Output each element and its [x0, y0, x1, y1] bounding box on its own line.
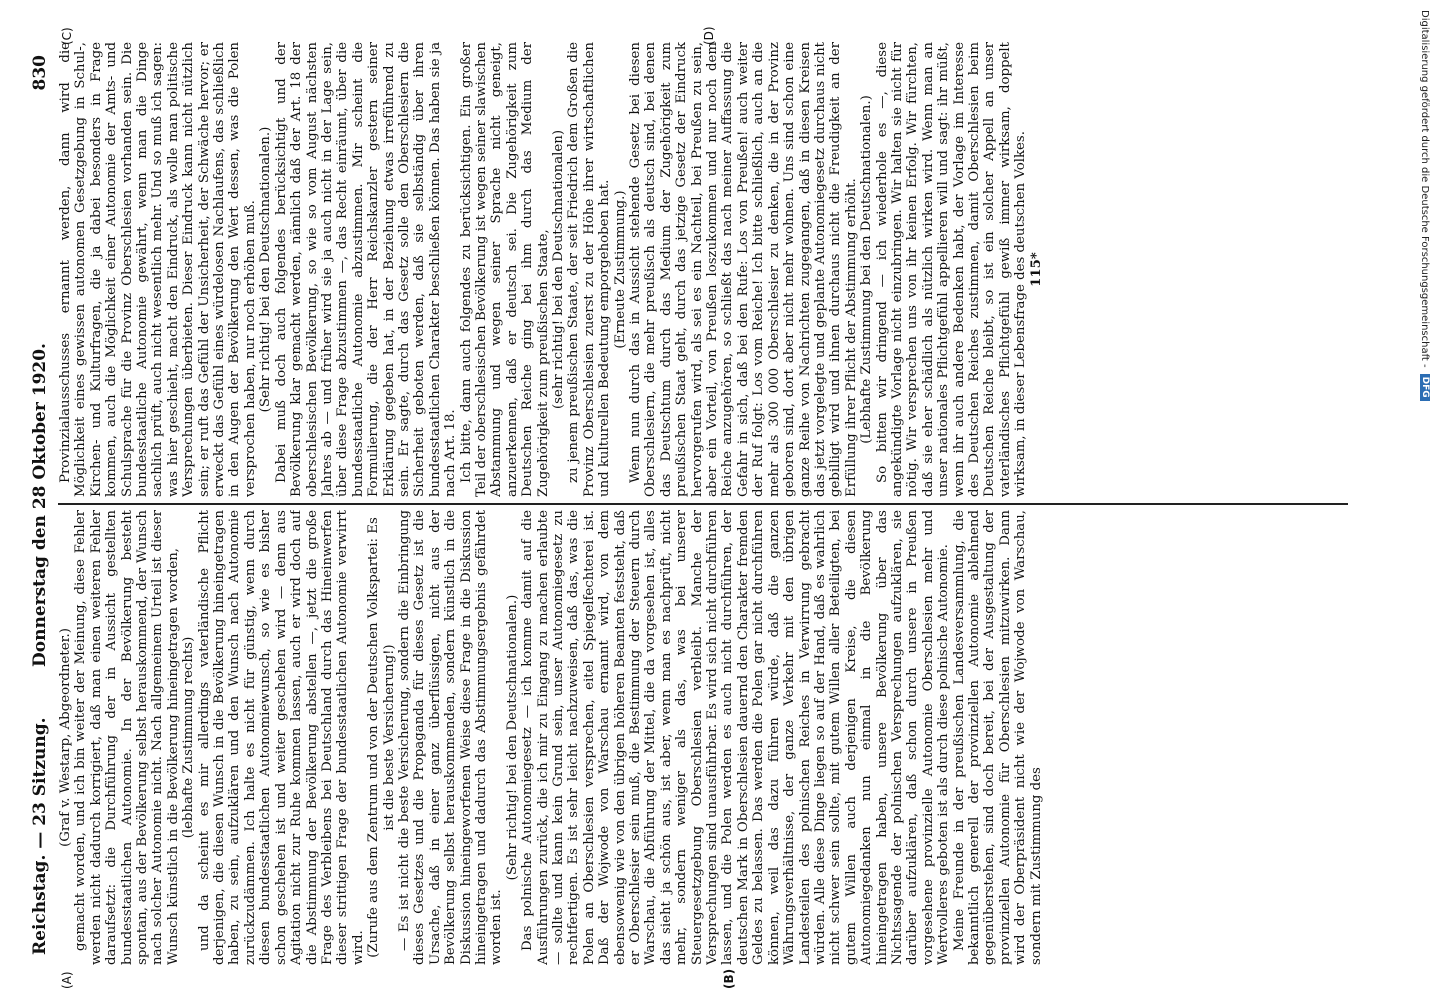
- page-number: 830: [30, 55, 50, 91]
- right-column: [58, 42, 1358, 497]
- paragraph: Wenn nun durch das in Aussicht stehende Gesetz bei diesen Oberschlesiern, die mehr preußisch als deutsch sind, bei denen das Deutschtum durch das Medium der Zugehörigkeit zum preußischen Staat geht, durch das jetzige Gesetz der Eindruck hervorgerufen wird, als sei es ein Nachteil, bei Preußen zu sein, aber ein Vorteil, von Preußen loszukommen und nur noch dem Reiche anzugehören, so schließt das nach meiner Auffassung die Gefahr in sich, daß bei den Rufe: Los von Preußen! auch weiter der Ruf folgt: Los vom Reiche! Ich bitte schließlich, auch an die mehr als 300 000 Oberschlesier zu denken, die in der Provinz geboren sind, dort aber nicht mehr wohnen. Uns sind schon eine ganze Reihe von Nachrichten zugegangen, daß in diesen Kreisen das jetzt vorgelegte und geplante Autonomiegesetz durchaus nicht gebilligt wird und ihnen durchaus nicht die Freudigkeit an der Erfüllung ihrer Pflicht der Abstimmung erhöht.: [628, 42, 859, 497]
- paragraph: Dabei muß doch auch folgendes berücksichtigt und der Bevölkerung klar gemacht werden, nämlich daß der Art. 18 der oberschlesischen Bevölkerung, so wie so vom August nächsten Jahres ab — und früher wird sie ja auch nicht in der Lage sein, über diese Frage abzustimmen —, das Recht einräumt, über die bundesstaatliche Autonomie abzustimmen. Mir scheint die Formulierung, die der Herr Reichskanzler gestern seiner Erklärung gegeben hat, in der Beziehung etwas irreführend zu sein. Er sagte, durch das Gesetz solle den Oberschlesiern die Sicherheit geboten werden, daß sie selbständig über ihren bundesstaatlichen Charakter beschließen können. Das haben sie ja nach Art. 18.: [273, 42, 459, 497]
- scanned-page: [22, 26, 1392, 989]
- running-head: [30, 55, 54, 955]
- paragraph: Provinzialausschusses ernannt werden, dann wird die Möglichkeit eines gewissen autonomen Gesetzgebung in Schul-, Kirchen- und Kulturfragen, die ja dabei besonders in Frage kommen, auch die Möglichkeit einer Autonomie der Amts- und Schulsprache für die Provinz Oberschlesien vorhanden sein. Die bundesstaatliche Autonomie gewährt, wenn man die Dinge sachlich prüft, auch nicht wesentlich mehr. Und so muß ich sagen: was hier geschieht, macht den Eindruck, als wolle man politische Versprechungen überbieten. Dieser Eindruck kann nicht nützlich sein; er ruft das Gefühl der Unsicherheit, der Schwäche hervor; er erweckt das Gefühl eines würdelosen Nachlaufens, das schließlich in den Augen der Bevölkerung den Wert dessen, was die Polen versprochen haben, nur noch erhöhen muß.: [58, 42, 258, 497]
- digitization-credit: [1418, 10, 1434, 990]
- signature-mark: 115*: [1028, 252, 1044, 287]
- speaker-line: (Graf v. Westarp, Abgeordneter.): [58, 628, 73, 847]
- paragraph: Das polnische Autonomiegesetz — ich komme damit auf die Ausführungen zurück, die ich mir zu Eingang zu machen erlaubte — sollte und kann kein Grund sein, unser Autonomiegesetz zu rechtfertigen. Es ist sehr leicht nachzuweisen, daß das, was die Polen an Oberschlesien versprechen, eitel Spiegelfechterei ist. Daß der Wojwode von Warschau ernannt wird, von dem ebensowenig wie von den übrigen höheren Beamten feststeht, daß er Oberschlesier sein muß, die Bestimmung der Steuern durch Warschau, die Abführung der Mittel, die da vorgesehen ist, alles das sieht ja schön aus, ist aber, wenn man es nachprüft, nicht mehr, sondern weniger als das, was bei unserer Steuergesetzgebung Oberschlesien verbleibt. Manche der Versprechungen sind unausführbar. Es wird sich nicht durchführen lassen, und die Polen werden es auch nicht durchführen, der deutschen Mark in Oberschlesien dauernd den Charakter fremden Geldes zu belassen. Das werden die Polen gar nicht durchführen können, weil das dazu führen würde, daß die ganzen Währungsverhältnisse, der ganze Verkehr mit den übrigen Landesteilen des polnischen Reiches in Verwirrung gebracht würden. Alle diese Dinge liegen so auf der Hand, daß es wahrlich nicht schwer sein sollte, mit gutem Willen aller Beteiligten, bei gutem Willen auch derjenigen Kreise, die diesen Autonomiegedanken nun einmal in die Bevölkerung hineingetragen haben, unsere Bevölkerung über das Nichtssagende der polnischen Versprechungen aufzuklären, sie darüber aufzuklären, daß schon durch unsere in Preußen vorgesehene provinzielle Autonomie Oberschlesien mehr und Wertvolleres geboten ist als durch diese polnische Autonomie.: [520, 510, 952, 965]
- paragraph: gemacht worden, und ich bin weiter der Meinung, diese Fehler werden nicht dadurch korrigiert, daß man einen weiteren Fehler daraufsetzt: die Durchführung der in Aussicht gestellten bundesstaatlichen Autonomie. In der Bevölkerung besteht spontan, aus der Bevölkerung selbst herauskommend, der Wunsch nach solcher Autonomie nicht. Nach allgemeinem Urteil ist dieser Wunsch künstlich in die Bevölkerung hineingetragen worden,: [73, 510, 181, 965]
- dfg-logo: DFG: [1420, 374, 1430, 401]
- interjection: (lebhafte Zustimmung rechts): [181, 636, 197, 839]
- header-date: Donnerstag den 28 Oktober 1920.: [30, 343, 50, 667]
- paragraph: So bitten wir dringend — ich wiederhole es —, diese angekündigte Vorlage nicht einzubringen. Wir halten sie nicht für nötig. Wir versprechen uns von ihr keinen Erfolg. Wir fürchten, daß sie eher schädlich als nützlich wirken wird. Wenn man an unser nationales Pflichtgefühl appellieren will und sagt: ihr müßt, wenn ihr auch andere Bedenken habt, der Vorlage im Interesse des Deutschen Reiches zustimmen, damit Oberschlesien beim Deutschen Reiche bleibt, so ist ein solcher Appell an unser vaterländisches Pflichtgefühl gewiß immer wirksam, doppelt wirksam, in dieser Lebensfrage des deutschen Volkes.: [874, 42, 1029, 497]
- margin-marker-c: (C): [60, 27, 74, 45]
- credit-text: Digitalisierung gefördert durch die Deutsche Forschungsgemeinschaft -: [1419, 10, 1431, 368]
- interjection: (Lebhafte Zustimmung bei den Deutschnationalen.): [859, 95, 875, 444]
- paragraph: zu jenem preußischen Staate, der seit Friedrich dem Großen die Provinz Oberschlesien zuerst zu der Höhe ihrer wirtschaftlichen und kulturellen Bedeutung emporgehoben hat.: [566, 42, 613, 497]
- interjection: (Zurufe aus dem Zentrum und von der Deutschen Volkspartei: Es ist die beste Versicherung!): [366, 517, 397, 958]
- interjection: (Sehr richtig! bei den Deutschnationalen.): [504, 594, 520, 881]
- paragraph: — Es ist nicht die beste Versicherung, sondern die Einbringung dieses Gesetzes und die Propaganda für dieses Gesetz ist die Ursache, daß in einer ganz überflüssigen, nicht aus der Bevölkerung selbst herauskommenden, sondern künstlich in die Diskussion hineingeworfenen Weise diese Frage in die Diskussion hineingetragen und dadurch das Abstimmungsergebnis gefährdet worden ist.: [396, 510, 505, 965]
- paragraph: Ich bitte, dann auch folgendes zu berücksichtigen. Ein großer Teil der oberschlesischen Bevölkerung ist wegen seiner slawischen Abstammung und wegen seiner Sprache nicht geneigt, anzuerkennen, daß er deutsch sei. Die Zugehörigkeit zum Deutschen Reiche ging bei ihm durch das Medium der Zugehörigkeit zum preußischen Staate,: [458, 42, 551, 497]
- interjection: (sehr richtig! bei den Deutschnationalen): [551, 129, 566, 410]
- column-divider: [58, 503, 1348, 505]
- margin-marker-b: (B): [722, 968, 736, 989]
- margin-marker-a: (A): [60, 971, 74, 989]
- interjection: (Erneute Zustimmung.): [612, 190, 628, 349]
- margin-marker-d: (D): [702, 26, 716, 45]
- paragraph: Meine Freunde in der preußischen Landesversammlung, die bekanntlich generell der provinziellen Autonomie ablehnend gegenüberstehen, sind doch bereit, bei der Ausgestaltung der provinziellen Autonomie für Oberschlesien mitzuwirken. Dann wird der Oberpräsident nicht wie der Wojwode von Warschau, sondern mit Zustimmung des: [951, 510, 1044, 965]
- header-left: Reichstag. — 23 Sitzung.: [30, 717, 50, 955]
- paragraph: und da scheint es mir allerdings vaterländische Pflicht derjenigen, die diesen Wunsch in die Bevölkerung hineingetragen haben, zu sein, aufzuklären und den Wunsch nach Autonomie zurückzudämmen. Ich halte es nicht für günstig, wenn durch diesen bundesstaatlichen Autonomiewunsch, so wie es bisher schon geschehen ist und weiter geschehen wird — denn aus Agitation nicht zur Ruhe kommen lassen, auch er wird doch auf die Abstimmung der Bevölkerung abstellen —, jetzt die große Frage des Verbleibens bei Deutschland durch das Hineinwerfen dieser strittigen Frage der bundesstaatlichen Autonomie verwirrt wird.: [196, 510, 366, 965]
- left-column: [58, 510, 1358, 965]
- interjection: (Sehr richtig! bei den Deutschnationalen.): [258, 126, 274, 413]
